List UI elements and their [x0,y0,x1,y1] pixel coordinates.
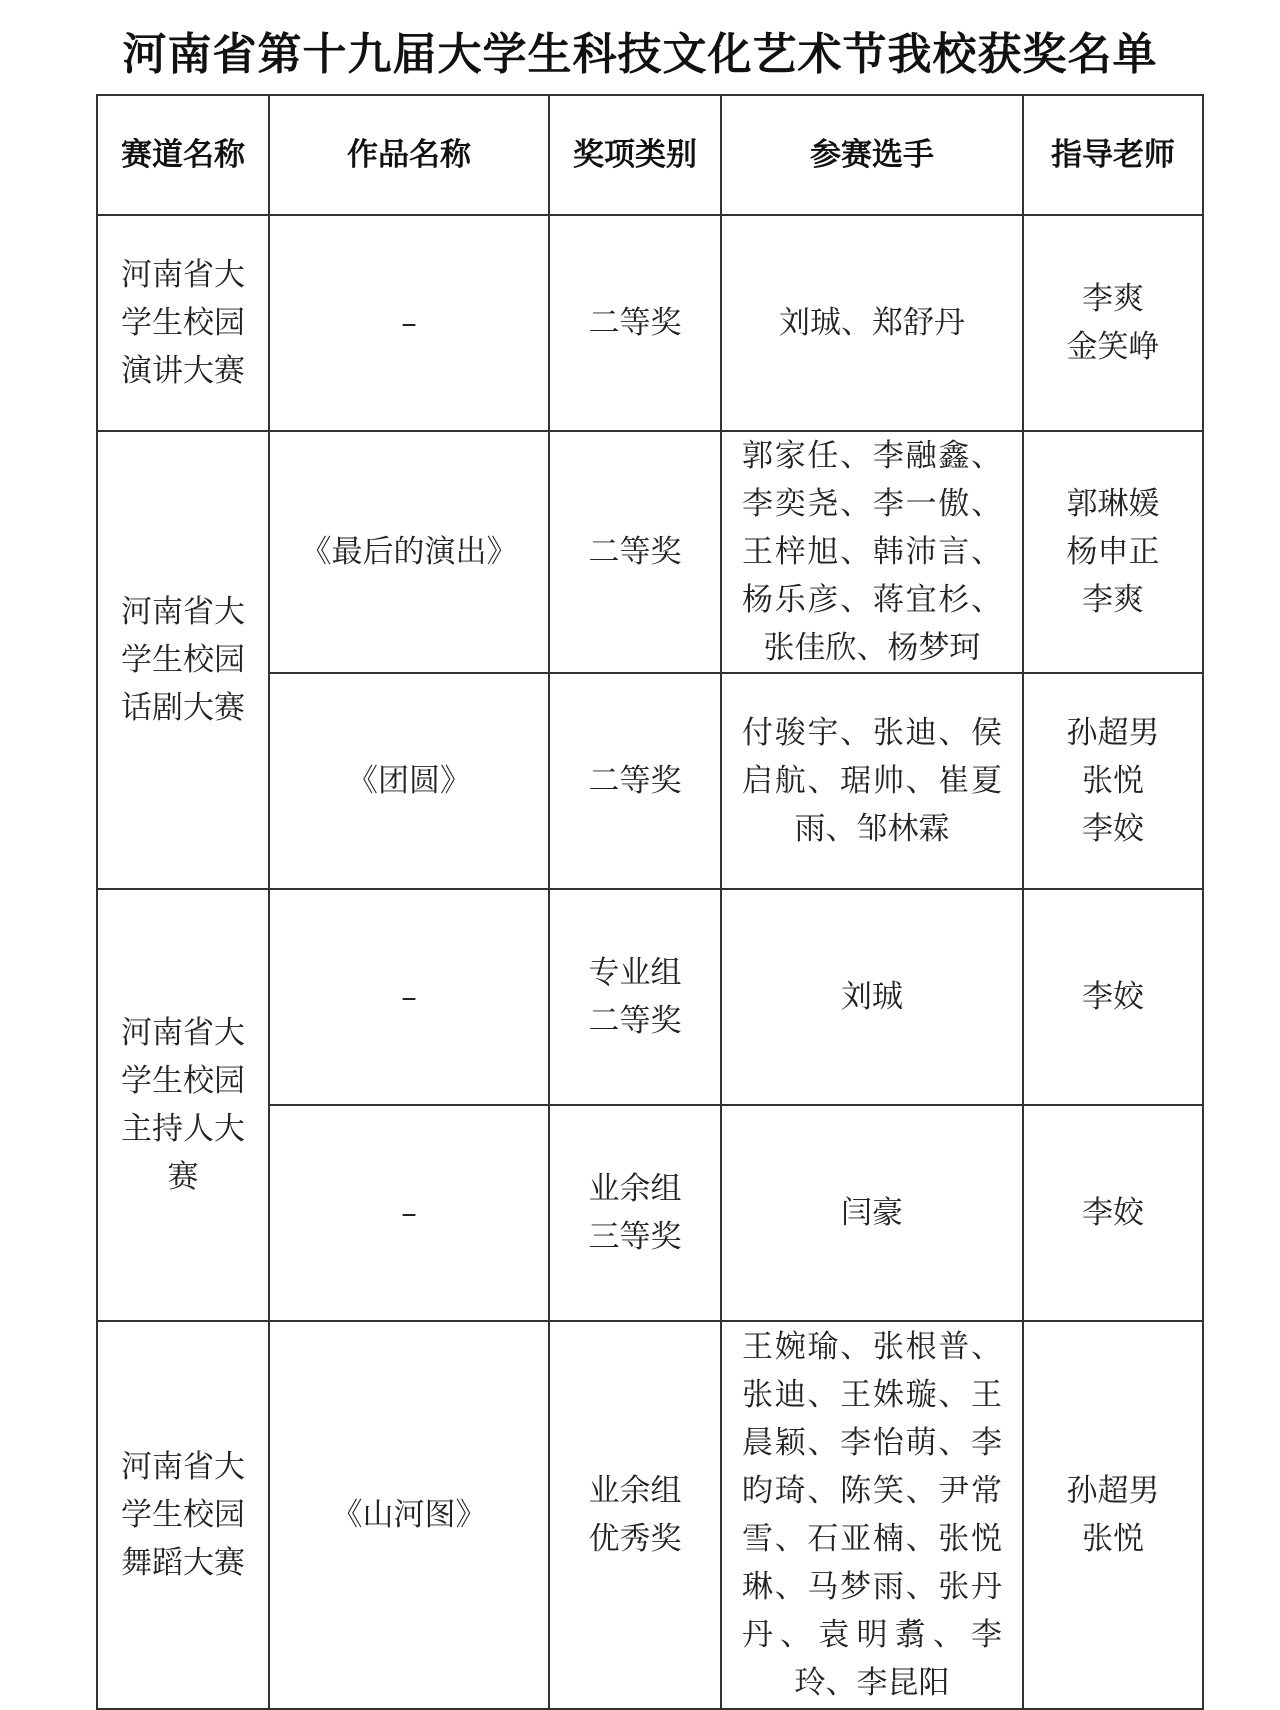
award-line: 优秀奖 [588,1521,682,1557]
award-cell [549,673,721,889]
award-cell [549,889,721,1105]
players-cell [721,673,1023,889]
work-cell: 《团圆》 [269,673,549,889]
players-list: 付骏宇、张迪、侯启航、琚帅、崔夏雨、邹林霖 [742,715,1002,847]
teachers-cell [1023,673,1203,889]
teacher-name: 李姣 [1082,1195,1144,1231]
track-cell [97,1321,269,1709]
table-row [97,431,1203,673]
players-list: 刘珹 [841,979,903,1015]
award-line: 业余组 [588,1473,682,1509]
track-name: 河南省大学生校园话剧大赛 [121,594,245,726]
award-cell [549,1321,721,1709]
teacher-name: 金笑峥 [1066,329,1160,365]
header-players: 参赛选手 [721,95,1023,215]
teacher-name: 李姣 [1082,979,1144,1015]
header-work: 作品名称 [269,95,549,215]
award-line: 二等奖 [588,534,682,570]
players-list: 闫豪 [841,1195,903,1231]
teacher-name: 李爽 [1082,582,1144,618]
award-cell [549,1105,721,1321]
teacher-name: 孙超男 [1066,1473,1160,1509]
track-cell [97,431,269,889]
players-cell [721,1321,1023,1709]
work-cell: – [269,215,549,431]
header-award: 奖项类别 [549,95,721,215]
award-cell [549,215,721,431]
table-row [97,1321,1203,1709]
players-list: 刘珹、郑舒丹 [779,305,965,341]
teacher-name: 张悦 [1082,763,1144,799]
award-cell [549,431,721,673]
teacher-name: 李爽 [1082,281,1144,317]
track-name: 河南省大学生校园演讲大赛 [121,257,245,389]
work-cell: 《山河图》 [269,1321,549,1709]
header-teachers: 指导老师 [1023,95,1203,215]
work-cell: – [269,1105,549,1321]
track-name: 河南省大学生校园主持人大赛 [121,1015,245,1195]
teacher-name: 杨申正 [1066,534,1160,570]
teachers-cell [1023,215,1203,431]
teacher-name: 李姣 [1082,811,1144,847]
players-cell [721,431,1023,673]
players-list: 王婉瑜、张根普、张迪、王姝璇、王晨颖、李怡萌、李昀琦、陈笑、尹常雪、石亚楠、张悦琳、马梦雨、张丹丹、袁明翥、李玲、李昆阳 [742,1329,1002,1701]
track-name: 河南省大学生校园舞蹈大赛 [121,1449,245,1581]
award-line: 业余组 [588,1171,682,1207]
header-track: 赛道名称 [97,95,269,215]
awards-table [96,94,1204,1710]
players-list: 郭家任、李融鑫、李奕尧、李一傲、王梓旭、韩沛言、杨乐彦、蒋宜杉、张佳欣、杨梦珂 [742,438,1002,666]
page-title: 河南省第十九届大学生科技文化艺术节我校获奖名单 [122,29,1158,80]
track-cell [97,889,269,1321]
table-row [97,215,1203,431]
work-cell: 《最后的演出》 [269,431,549,673]
award-line: 二等奖 [588,763,682,799]
table-header-row [97,95,1203,215]
teachers-cell [1023,889,1203,1105]
work-cell: – [269,889,549,1105]
award-line: 二等奖 [588,1003,682,1039]
teacher-name: 张悦 [1082,1521,1144,1557]
award-line: 二等奖 [588,305,682,341]
players-cell [721,215,1023,431]
teachers-cell [1023,431,1203,673]
award-line: 专业组 [588,955,682,991]
players-cell [721,889,1023,1105]
teachers-cell [1023,1321,1203,1709]
teacher-name: 孙超男 [1066,715,1160,751]
teachers-cell [1023,1105,1203,1321]
players-cell [721,1105,1023,1321]
table-row [97,889,1203,1105]
teacher-name: 郭琳媛 [1066,486,1160,522]
award-line: 三等奖 [588,1219,682,1255]
track-cell [97,215,269,431]
